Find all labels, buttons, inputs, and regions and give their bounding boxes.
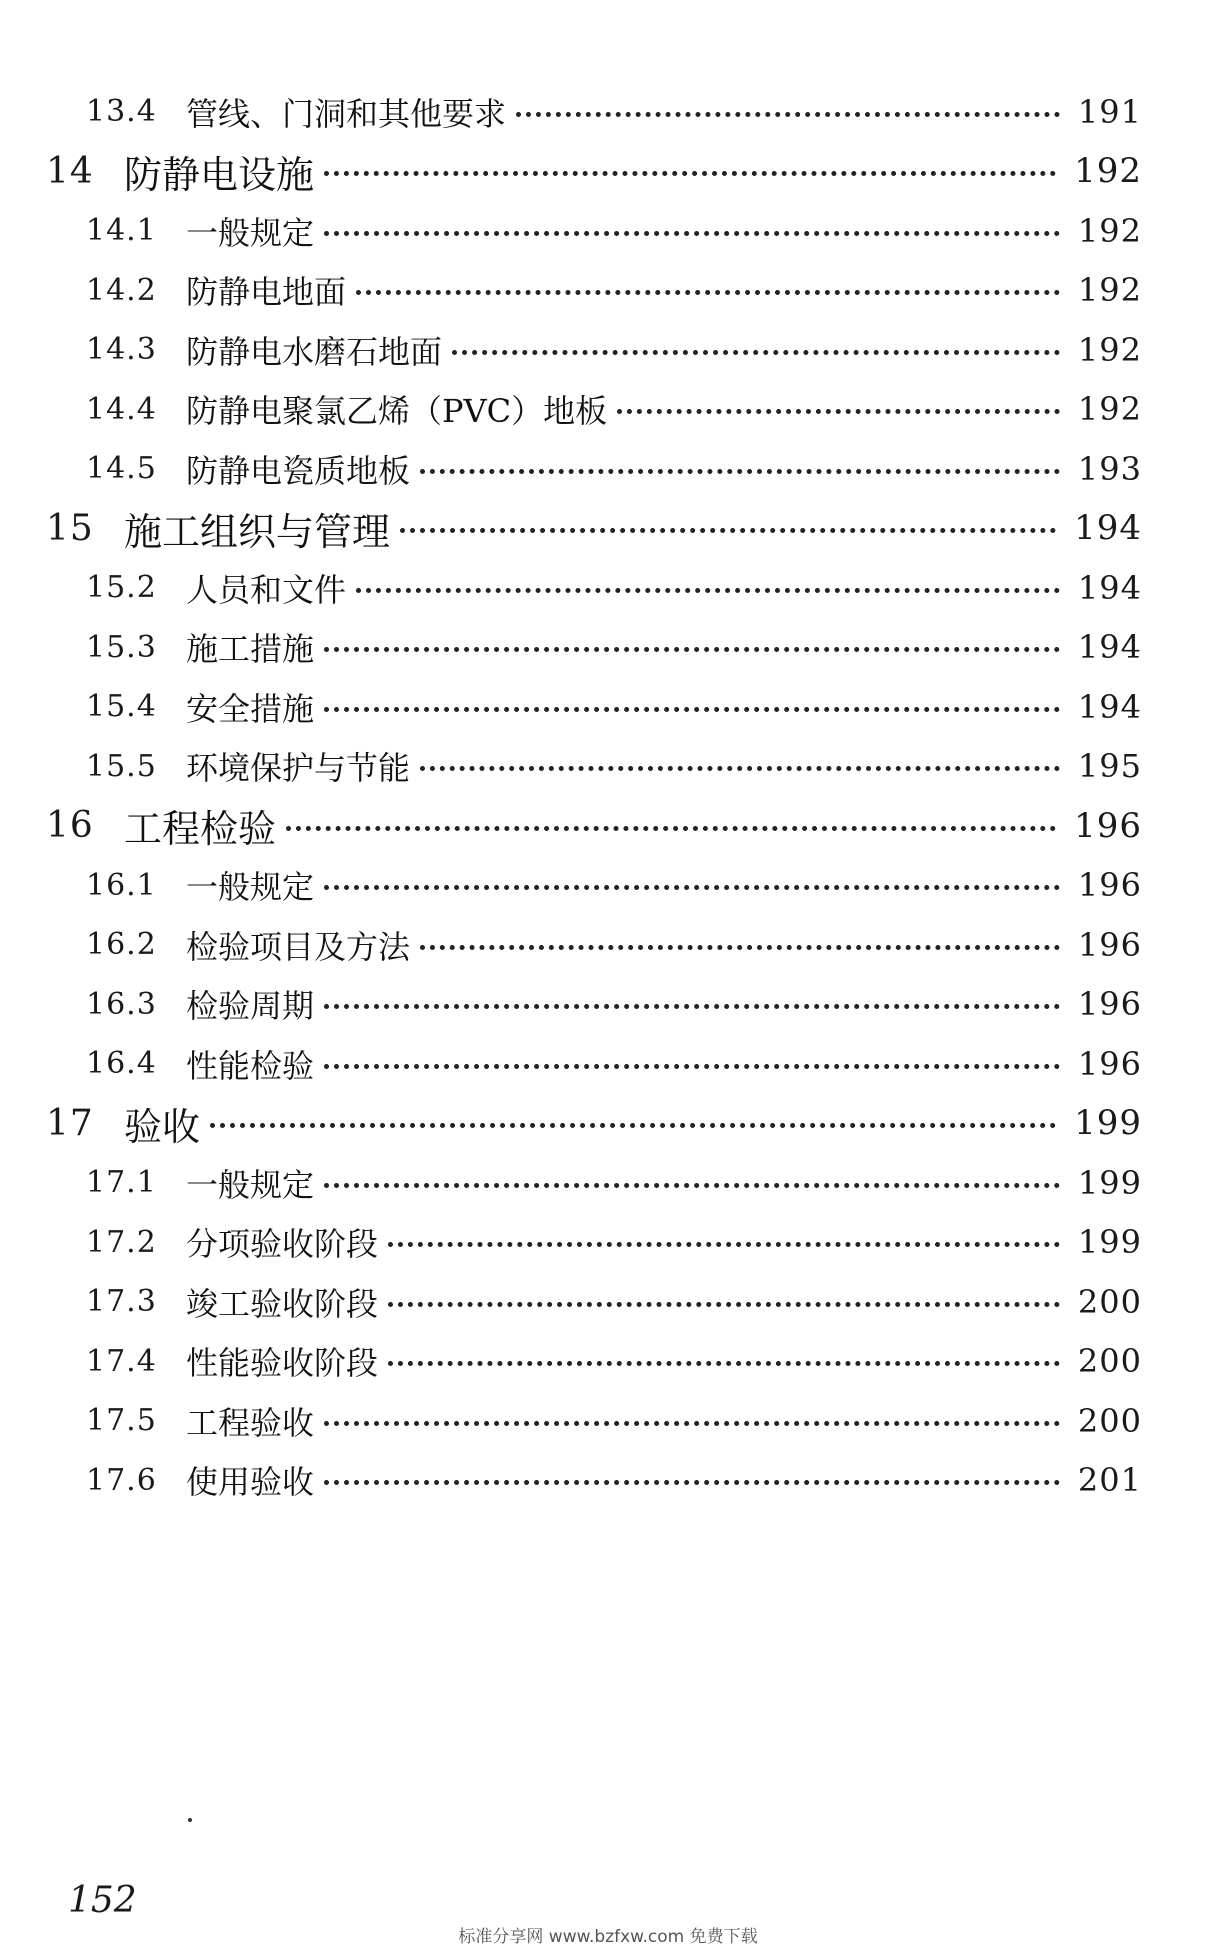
toc-entry-number: 15.4 [86, 689, 157, 725]
toc-entry-page: 193 [1077, 449, 1142, 488]
toc-dot-leader [617, 409, 1060, 414]
toc-entry-number: 14.2 [86, 272, 157, 308]
toc-entry-number: 17.4 [86, 1343, 157, 1379]
toc-section-entry[interactable] [0, 856, 1216, 916]
toc-entry-title: 防静电聚氯乙烯（PVC）地板 [186, 392, 608, 431]
toc-entry-number: 15.5 [86, 748, 157, 784]
toc-section-entry[interactable] [0, 1034, 1216, 1094]
toc-entry-number: 16.4 [86, 1046, 157, 1082]
toc-entry-number: 14.3 [86, 332, 157, 368]
toc-entry-number: 14.5 [86, 451, 157, 487]
toc-section-entry[interactable] [0, 1213, 1216, 1273]
toc-dot-leader [420, 469, 1060, 474]
toc-entry-number: 14.1 [86, 213, 157, 249]
toc-section-entry[interactable] [0, 439, 1216, 499]
toc-entry-title: 工程验收 [186, 1403, 315, 1442]
toc-entry-title: 验收 [124, 1104, 201, 1149]
toc-entry-title: 检验项目及方法 [186, 927, 411, 966]
toc-entry-title: 管线、门洞和其他要求 [186, 94, 507, 133]
toc-section-entry[interactable] [0, 737, 1216, 797]
toc-entry-title: 竣工验收阶段 [186, 1284, 379, 1323]
toc-entry-title: 防静电地面 [186, 273, 347, 312]
toc-dot-leader [324, 231, 1060, 236]
toc-entry-page: 199 [1074, 1103, 1142, 1144]
toc-entry-page: 200 [1077, 1282, 1142, 1321]
toc-section-entry[interactable] [0, 201, 1216, 261]
toc-entry-number: 16 [46, 805, 94, 847]
toc-dot-leader [324, 707, 1060, 712]
scan-speck [188, 1818, 192, 1822]
toc-entry-title: 环境保护与节能 [186, 749, 411, 788]
toc-entry-number: 17.3 [86, 1284, 157, 1320]
toc-section-entry[interactable] [0, 320, 1216, 380]
toc-entry-title: 性能检验 [186, 1046, 315, 1085]
toc-entry-page: 201 [1077, 1461, 1142, 1500]
toc-entry-page: 196 [1074, 805, 1142, 846]
toc-section-entry[interactable] [0, 618, 1216, 678]
toc-entry-number: 17 [46, 1102, 94, 1144]
toc-dot-leader [324, 647, 1060, 652]
toc-chapter-entry[interactable] [0, 499, 1216, 559]
toc-entry-page: 194 [1077, 687, 1142, 726]
toc-entry-page: 195 [1077, 747, 1142, 786]
toc-entry-number: 16.3 [86, 986, 157, 1022]
toc-dot-leader [324, 171, 1056, 176]
toc-dot-leader [388, 1302, 1060, 1307]
toc-dot-leader [324, 1004, 1060, 1009]
toc-chapter-entry[interactable] [0, 796, 1216, 856]
toc-entry-title: 使用验收 [186, 1463, 315, 1502]
toc-entry-title: 施工组织与管理 [124, 509, 391, 554]
toc-dot-leader [324, 1421, 1060, 1426]
toc-dot-leader [286, 826, 1056, 831]
toc-entry-title: 施工措施 [186, 630, 315, 669]
toc-entry-page: 196 [1077, 985, 1142, 1024]
toc-entry-page: 196 [1077, 1044, 1142, 1083]
toc-entry-number: 17.6 [86, 1462, 157, 1498]
toc-section-entry[interactable] [0, 1451, 1216, 1511]
toc-entry-number: 17.2 [86, 1224, 157, 1260]
toc-dot-leader [324, 885, 1060, 890]
toc-section-entry[interactable] [0, 82, 1216, 142]
toc-chapter-entry[interactable] [0, 1094, 1216, 1154]
toc-entry-title: 工程检验 [124, 807, 277, 852]
toc-chapter-entry[interactable] [0, 142, 1216, 202]
toc-entry-page: 196 [1077, 866, 1142, 905]
toc-entry-number: 13.4 [86, 94, 157, 130]
toc-entry-page: 196 [1077, 925, 1142, 964]
toc-entry-page: 192 [1077, 211, 1142, 250]
toc-section-entry[interactable] [0, 975, 1216, 1035]
table-of-contents [0, 82, 1216, 1510]
toc-entry-page: 199 [1077, 1163, 1142, 1202]
toc-section-entry[interactable] [0, 1153, 1216, 1213]
toc-entry-title: 性能验收阶段 [186, 1344, 379, 1383]
toc-entry-title: 防静电水磨石地面 [186, 332, 443, 371]
toc-section-entry[interactable] [0, 380, 1216, 440]
toc-entry-title: 检验周期 [186, 987, 315, 1026]
toc-dot-leader [324, 1183, 1060, 1188]
toc-dot-leader [420, 945, 1060, 950]
toc-section-entry[interactable] [0, 915, 1216, 975]
toc-dot-leader [356, 290, 1060, 295]
toc-entry-page: 192 [1077, 271, 1142, 310]
toc-entry-number: 15.3 [86, 629, 157, 665]
toc-entry-title: 一般规定 [186, 868, 315, 907]
toc-dot-leader [452, 350, 1060, 355]
toc-dot-leader [388, 1361, 1060, 1366]
toc-entry-number: 15.2 [86, 570, 157, 606]
toc-entry-title: 分项验收阶段 [186, 1225, 379, 1264]
toc-section-entry[interactable] [0, 1332, 1216, 1392]
toc-entry-title: 人员和文件 [186, 570, 347, 609]
toc-dot-leader [210, 1123, 1056, 1128]
toc-section-entry[interactable] [0, 558, 1216, 618]
toc-entry-number: 16.1 [86, 867, 157, 903]
toc-dot-leader [400, 528, 1056, 533]
toc-dot-leader [516, 112, 1060, 117]
toc-entry-page: 192 [1077, 330, 1142, 369]
toc-dot-leader [388, 1242, 1060, 1247]
toc-entry-page: 192 [1074, 151, 1142, 192]
toc-entry-page: 194 [1077, 568, 1142, 607]
toc-section-entry[interactable] [0, 261, 1216, 321]
toc-section-entry[interactable] [0, 677, 1216, 737]
toc-entry-number: 16.2 [86, 927, 157, 963]
toc-entry-page: 194 [1074, 508, 1142, 549]
toc-entry-page: 200 [1077, 1342, 1142, 1381]
toc-dot-leader [356, 588, 1060, 593]
toc-entry-number: 17.5 [86, 1403, 157, 1439]
toc-entry-title: 一般规定 [186, 1165, 315, 1204]
toc-entry-page: 199 [1077, 1223, 1142, 1262]
page-number: 152 [68, 1880, 137, 1921]
toc-dot-leader [324, 1480, 1060, 1485]
toc-section-entry[interactable] [0, 1391, 1216, 1451]
toc-entry-number: 14 [46, 150, 94, 192]
toc-entry-title: 安全措施 [186, 689, 315, 728]
toc-entry-number: 17.1 [86, 1165, 157, 1201]
toc-entry-page: 191 [1077, 92, 1142, 131]
toc-entry-number: 15 [46, 507, 94, 549]
toc-section-entry[interactable] [0, 1272, 1216, 1332]
toc-entry-page: 200 [1077, 1401, 1142, 1440]
toc-entry-title: 防静电设施 [124, 152, 315, 197]
toc-entry-title: 一般规定 [186, 213, 315, 252]
toc-entry-page: 192 [1077, 390, 1142, 429]
toc-dot-leader [324, 1064, 1060, 1069]
watermark-footer: 标准分享网 www.bzfxw.com 免费下载 [458, 1927, 758, 1947]
toc-entry-page: 194 [1077, 628, 1142, 667]
toc-dot-leader [420, 766, 1060, 771]
toc-entry-number: 14.4 [86, 391, 157, 427]
toc-entry-title: 防静电瓷质地板 [186, 451, 411, 490]
